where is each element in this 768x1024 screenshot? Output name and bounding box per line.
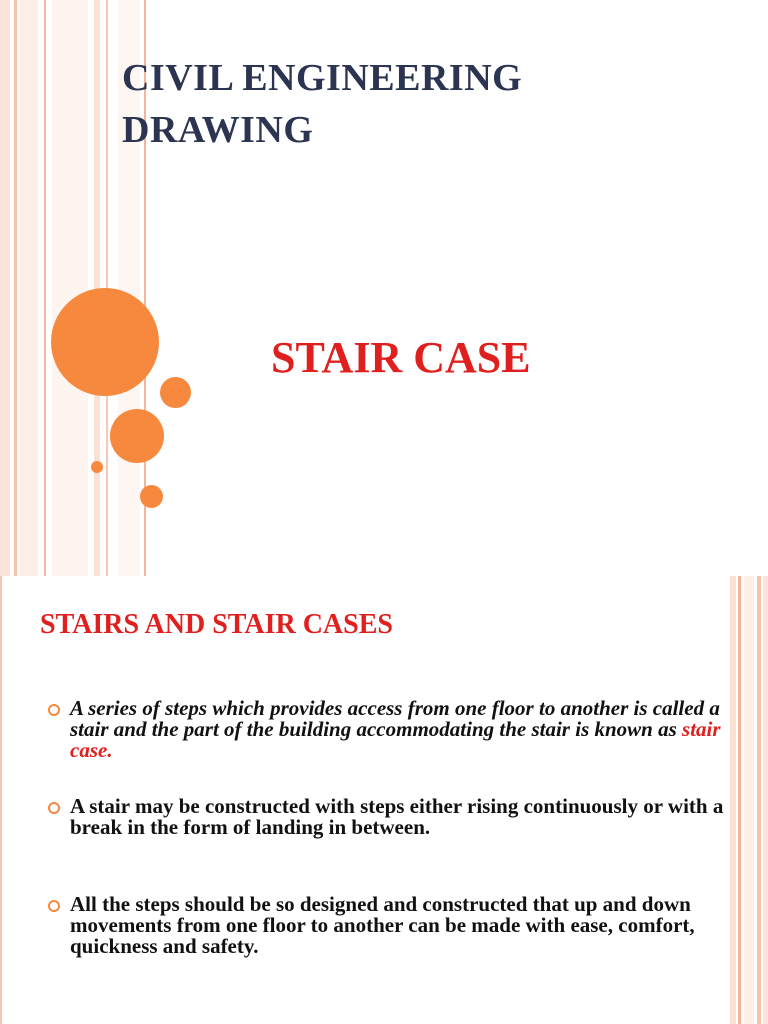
decor-stripe — [44, 0, 46, 576]
bullet-item — [44, 698, 734, 761]
bullet-item — [44, 796, 734, 838]
decor-stripe — [52, 0, 88, 576]
bullet-text: A stair may be constructed with steps either rising continuously or with a break in the form of landing in between. — [70, 794, 724, 839]
bullet-text: A series of steps which provides access from one floor to another is called a stair and the part of the building accommodating the stair is known as stair case. — [70, 696, 721, 762]
decor-stripe — [20, 0, 38, 576]
decor-stripe — [763, 576, 768, 1024]
decor-stripe — [744, 576, 754, 1024]
bullet-text: All the steps should be so designed and constructed that up and down movements from one floor to another can be made with ease, comfort, quickness and safety. — [70, 892, 695, 958]
highlight-term: stair case — [70, 717, 721, 762]
slide-subtitle: STAIR CASE — [271, 333, 531, 382]
decor-stripe — [0, 576, 2, 1024]
decor-circle — [110, 409, 164, 463]
decor-stripe — [738, 576, 741, 1024]
slide-title: STAIRS AND STAIR CASES — [40, 609, 393, 640]
bullet-item — [44, 894, 734, 957]
content-slide — [0, 576, 768, 1024]
decor-stripe — [14, 0, 17, 576]
bullet-circle-icon — [48, 802, 60, 814]
bullet-circle-icon — [48, 704, 60, 716]
decor-circle — [160, 377, 191, 408]
decor-circle — [51, 288, 159, 396]
slide-title: CIVIL ENGINEERING DRAWING — [122, 57, 523, 151]
decor-circle — [91, 461, 103, 473]
bullet-circle-icon — [48, 900, 60, 912]
decor-circle — [140, 485, 163, 508]
decor-stripe — [0, 0, 10, 576]
decor-stripe — [757, 576, 761, 1024]
